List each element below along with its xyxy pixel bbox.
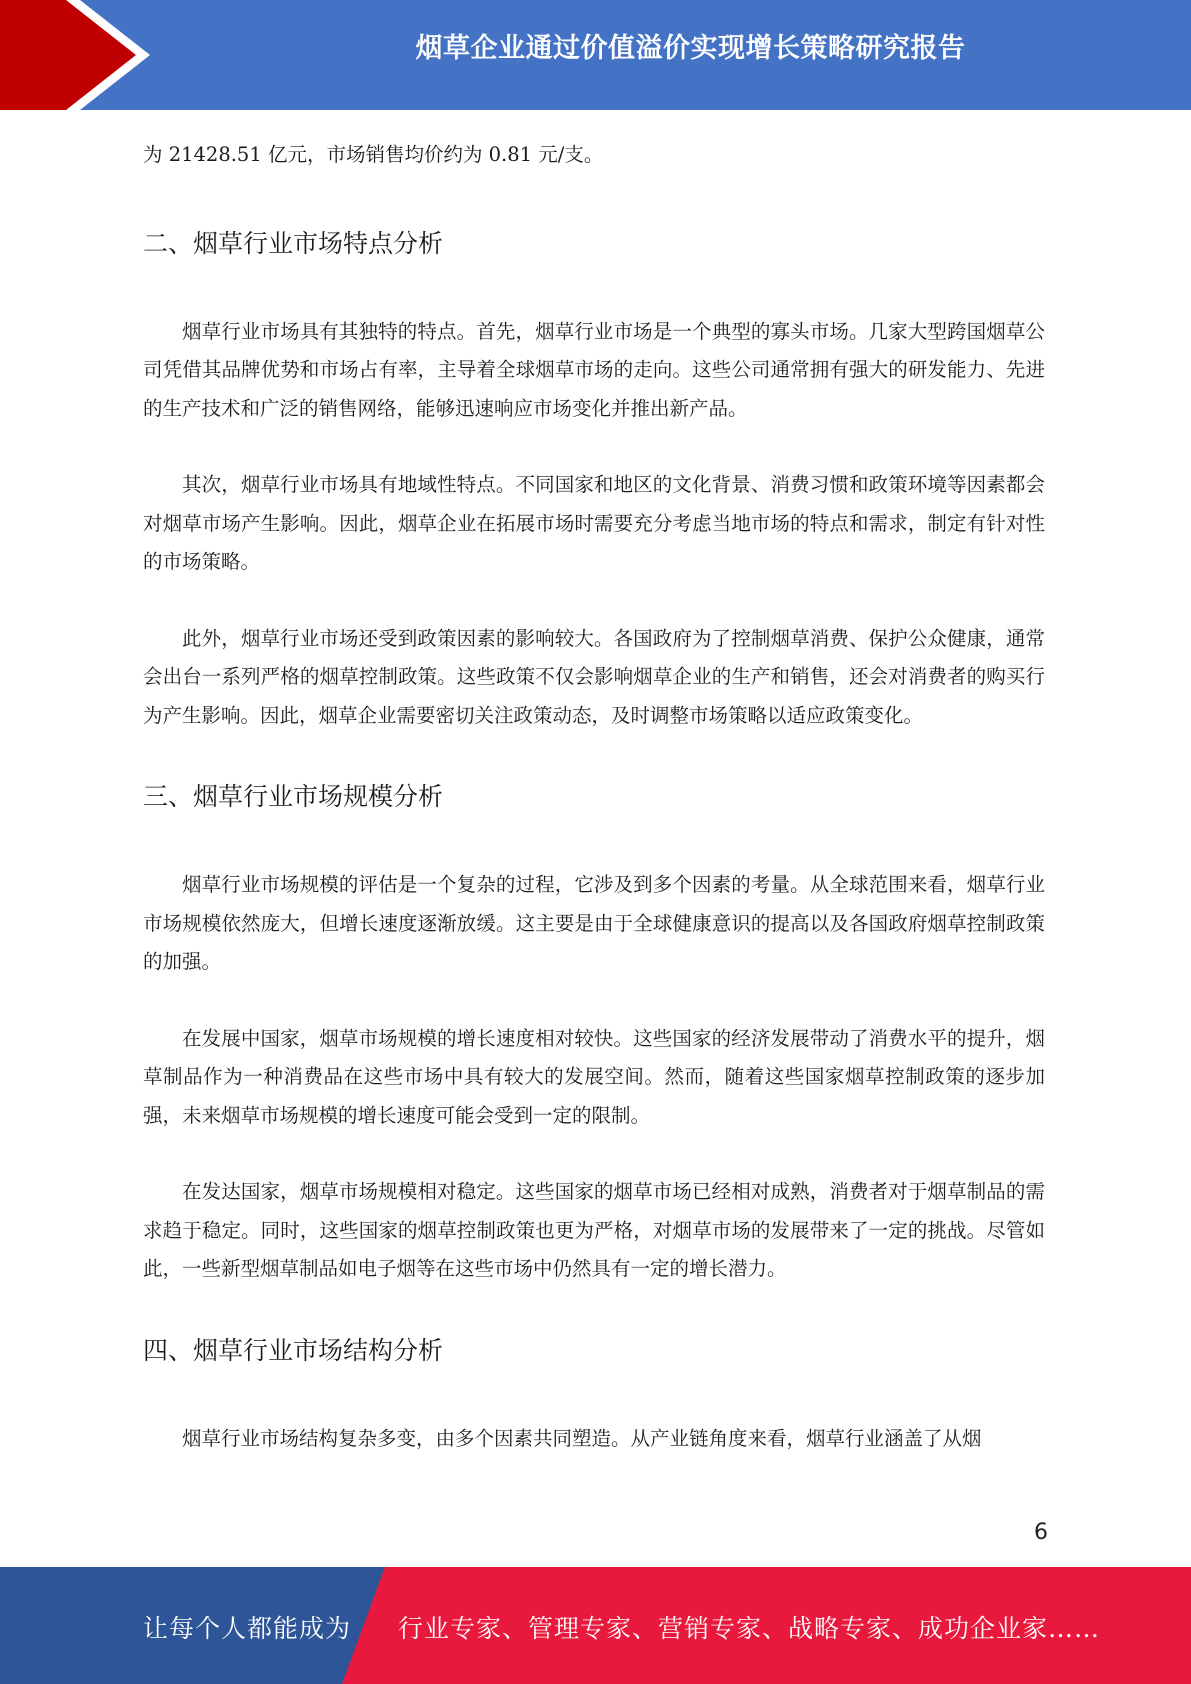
continuation-text: 为 21428.51 亿元，市场销售均价约为 0.81 元/支。 xyxy=(143,143,604,166)
page-header xyxy=(0,0,1191,110)
section-heading-3: 三、烟草行业市场规模分析 xyxy=(143,782,444,811)
paragraph: 烟草行业市场规模的评估是一个复杂的过程，它涉及到多个因素的考量。从全球范围来看，烟草行业市场规模依然庞大，但增长速度逐渐放缓。这主要是由于全球健康意识的提高以及各国政府烟草控制政策的加强。 xyxy=(143,873,1045,973)
paragraph: 其次，烟草行业市场具有地域性特点。不同国家和地区的文化背景、消费习惯和政策环境等因素都会对烟草市场产生影响。因此，烟草企业在拓展市场时需要充分考虑当地市场的特点和需求，制定有针对性的市场策略。 xyxy=(143,473,1045,573)
page-content xyxy=(143,136,1045,1458)
footer-slogan-left: 让每个人都能成为 xyxy=(143,1614,352,1643)
paragraph: 此外，烟草行业市场还受到政策因素的影响较大。各国政府为了控制烟草消费、保护公众健康，通常会出台一系列严格的烟草控制政策。这些政策不仅会影响烟草企业的生产和销售，还会对消费者的购买行为产生影响。因此，烟草企业需要密切关注政策动态，及时调整市场策略以适应政策变化。 xyxy=(143,626,1045,727)
page-number: 6 xyxy=(1034,1520,1048,1545)
paragraph: 在发展中国家，烟草市场规模的增长速度相对较快。这些国家的经济发展带动了消费水平的提升，烟草制品作为一种消费品在这些市场中具有较大的发展空间。然而，随着这些国家烟草控制政策的逐步加强，未来烟草市场规模的增长速度可能会受到一定的限制。 xyxy=(143,1026,1045,1127)
paragraph: 烟草行业市场具有其独特的特点。首先，烟草行业市场是一个典型的寡头市场。几家大型跨国烟草公司凭借其品牌优势和市场占有率，主导着全球烟草市场的走向。这些公司通常拥有强大的研发能力、先进的生产技术和广泛的销售网络，能够迅速响应市场变化并推出新产品。 xyxy=(143,319,1045,420)
document-title: 烟草企业通过价值溢价实现增长策略研究报告 xyxy=(415,33,966,64)
paragraph: 在发达国家，烟草市场规模相对稳定。这些国家的烟草市场已经相对成熟，消费者对于烟草制品的需求趋于稳定。同时，这些国家的烟草控制政策也更为严格，对烟草市场的发展带来了一定的挑战。尽管如此，一些新型烟草制品如电子烟等在这些市场中仍然具有一定的增长潜力。 xyxy=(143,1180,1045,1280)
page-footer xyxy=(0,1567,1191,1684)
paragraph: 烟草行业市场结构复杂多变，由多个因素共同塑造。从产业链角度来看，烟草行业涵盖了从烟 xyxy=(182,1426,982,1450)
section-heading-4: 四、烟草行业市场结构分析 xyxy=(143,1335,444,1365)
section-heading-2: 二、烟草行业市场特点分析 xyxy=(143,228,444,258)
footer-slogan-right: 行业专家、管理专家、营销专家、战略专家、成功企业家…… xyxy=(398,1614,1101,1643)
